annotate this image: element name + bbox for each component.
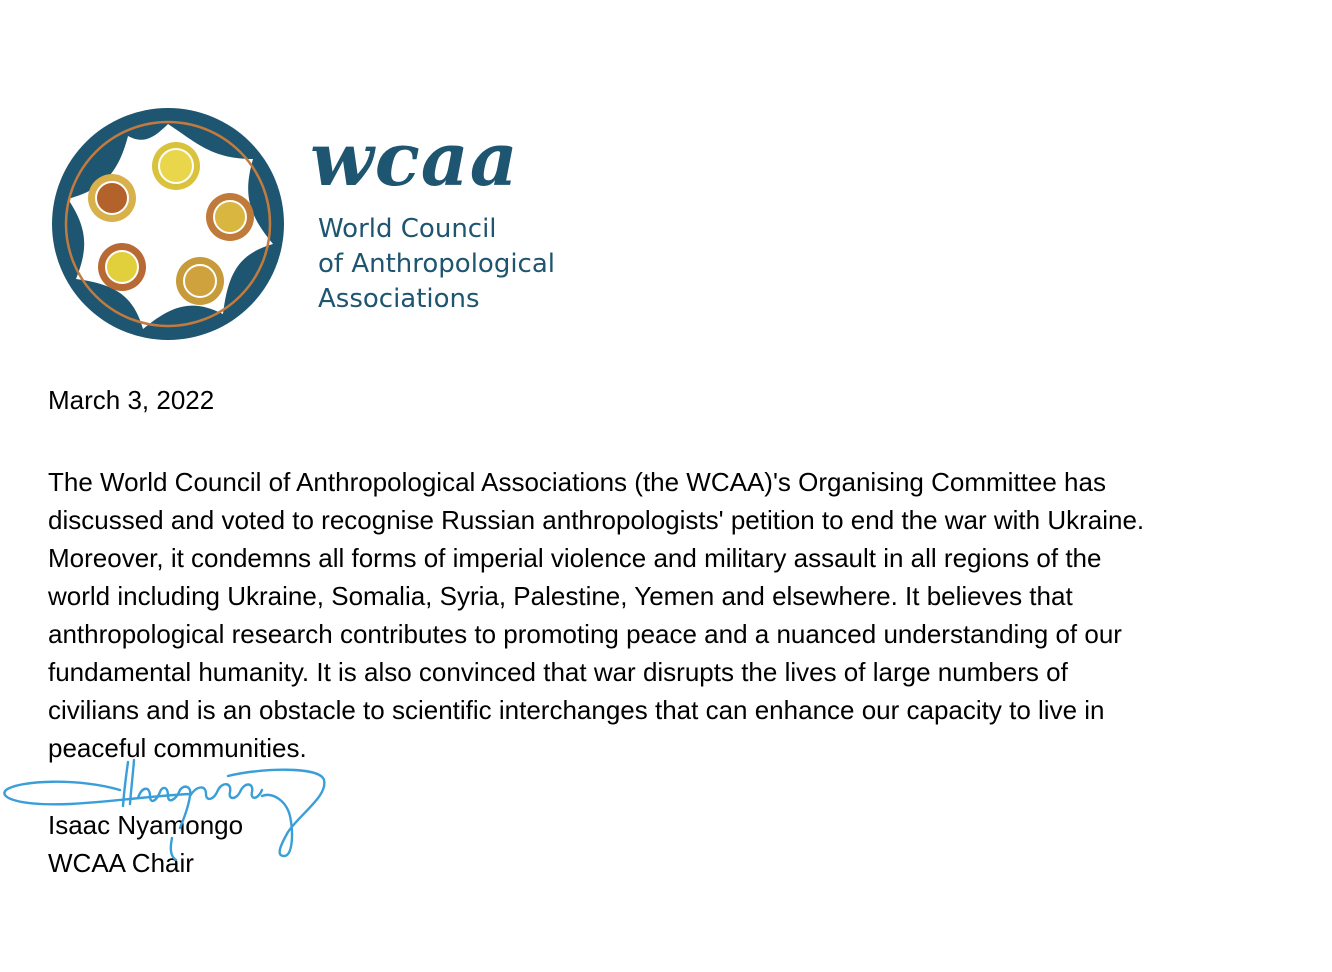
- body-line: civilians and is an obstacle to scientific interchanges that can enhance our capacity to live in: [48, 695, 1105, 725]
- body-line: anthropological research contributes to promoting peace and a nuanced understanding of our: [48, 619, 1122, 649]
- letterhead: [48, 104, 588, 344]
- org-name-line: Associations: [318, 284, 480, 314]
- signatory-title: WCAA Chair: [48, 848, 194, 878]
- body-line: peaceful communities.: [48, 733, 307, 763]
- letter-body: [48, 463, 1318, 767]
- body-line: The World Council of Anthropological Associations (the WCAA)'s Organising Committee has: [48, 467, 1106, 497]
- letter-date: March 3, 2022: [48, 385, 215, 415]
- organization-name: [318, 212, 555, 317]
- body-line: discussed and voted to recognise Russian anthropologists' petition to end the war with Ukraine.: [48, 505, 1145, 535]
- body-line: fundamental humanity. It is also convinced that war disrupts the lives of large numbers of: [48, 657, 1068, 687]
- wcaa-logo-icon: [48, 104, 288, 344]
- body-line: world including Ukraine, Somalia, Syria, Palestine, Yemen and elsewhere. It believes that: [48, 581, 1073, 611]
- org-name-line: of Anthropological: [318, 249, 556, 279]
- wcaa-wordmark: wcaa: [310, 117, 519, 203]
- body-line: Moreover, it condemns all forms of imperial violence and military assault in all regions of the: [48, 543, 1102, 573]
- signatory-name: Isaac Nyamongo: [48, 810, 244, 840]
- signoff: [48, 806, 243, 882]
- org-name-line: World Council: [318, 214, 497, 244]
